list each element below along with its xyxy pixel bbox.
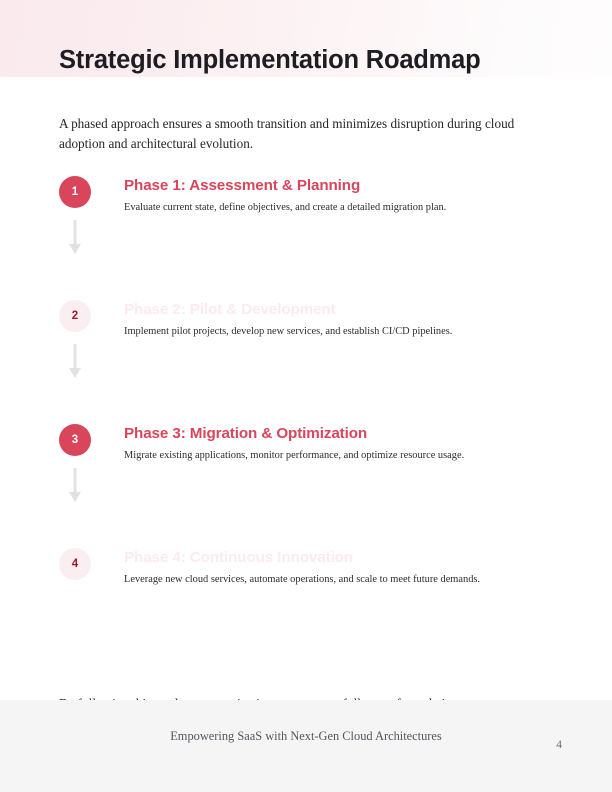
intro-paragraph: A phased approach ensures a smooth transition and minimizes disruption during cloud adoption and architectural evolution. — [59, 116, 515, 151]
phase-item-3[interactable] — [0, 424, 612, 548]
phase-title-2: Phase 2: Pilot & Development — [124, 301, 336, 318]
footer-title: Empowering SaaS with Next-Gen Cloud Architectures — [170, 729, 442, 743]
phase-content-4 — [124, 548, 544, 588]
connector-arrow-icon-1 — [66, 220, 84, 256]
connector-arrow-icon-3 — [66, 468, 84, 504]
phase-title-4: Phase 4: Continuous Innovation — [124, 549, 354, 566]
phase-content-2 — [124, 300, 544, 340]
phase-item-1[interactable] — [0, 176, 612, 300]
phase-content-3 — [124, 424, 544, 464]
footer-band — [0, 700, 612, 792]
phase-description-2: Implement pilot projects, develop new services, and establish CI/CD pipelines. — [124, 326, 453, 337]
phase-item-4[interactable] — [0, 548, 612, 672]
connector-arrow-icon-2 — [66, 344, 84, 380]
phase-item-2[interactable] — [0, 300, 612, 424]
phase-number-badge-4: 4 — [59, 548, 91, 580]
phase-number-badge-2: 2 — [59, 300, 91, 332]
page-title: Strategic Implementation Roadmap — [59, 46, 481, 75]
phase-timeline — [0, 176, 612, 672]
phase-description-1: Evaluate current state, define objectives, and create a detailed migration plan. — [124, 202, 447, 213]
phase-title-1: Phase 1: Assessment & Planning — [124, 177, 361, 194]
phase-description-4: Leverage new cloud services, automate operations, and scale to meet future demands. — [124, 574, 481, 585]
phase-number-badge-1: 1 — [59, 176, 91, 208]
page-number: 4 — [556, 739, 562, 751]
phase-title-3: Phase 3: Migration & Optimization — [124, 425, 368, 442]
phase-number-badge-3: 3 — [59, 424, 91, 456]
phase-content-1 — [124, 176, 544, 216]
phase-description-3: Migrate existing applications, monitor performance, and optimize resource usage. — [124, 450, 465, 461]
